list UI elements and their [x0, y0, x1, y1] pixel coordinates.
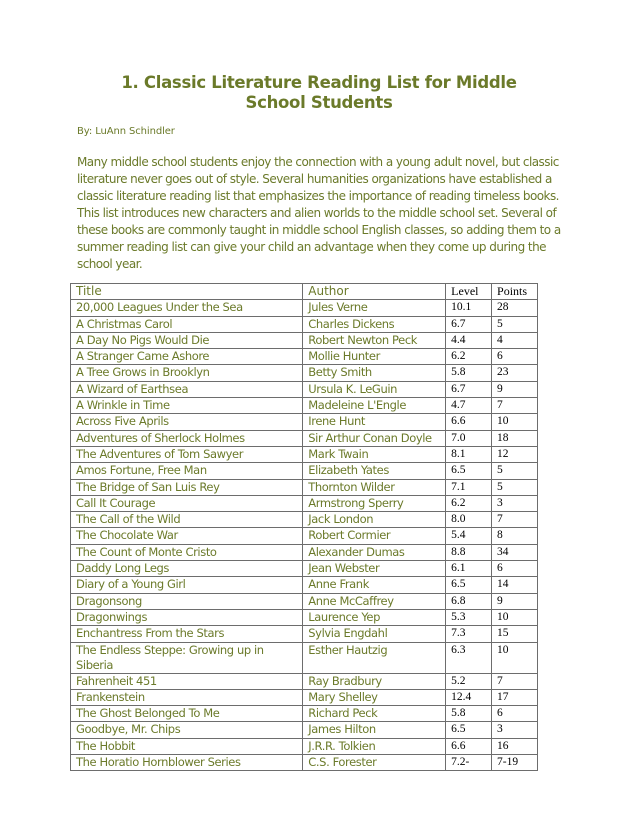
- cell-level: 6.5: [446, 577, 492, 593]
- cell-level: 12.4: [446, 689, 492, 705]
- cell-author: Robert Newton Peck: [303, 332, 446, 348]
- cell-author: Madeleine L'Engle: [303, 398, 446, 414]
- cell-author: Anne McCaffrey: [303, 593, 446, 609]
- cell-points: 10: [492, 609, 538, 625]
- cell-title: A Wrinkle in Time: [71, 398, 303, 414]
- cell-author: Sir Arthur Conan Doyle: [303, 430, 446, 446]
- table-row: [71, 577, 538, 593]
- cell-level: 5.8: [446, 365, 492, 381]
- cell-title: Dragonsong: [71, 593, 303, 609]
- cell-level: 6.5: [446, 722, 492, 738]
- cell-level: 5.4: [446, 528, 492, 544]
- cell-author: Richard Peck: [303, 706, 446, 722]
- cell-author: Irene Hunt: [303, 414, 446, 430]
- header-points: Points: [492, 284, 538, 300]
- table-header-row: [71, 284, 538, 300]
- document-title: 1. Classic Literature Reading List for Middle School Students: [121, 73, 517, 112]
- table-row: [71, 673, 538, 689]
- cell-level: 6.3: [446, 642, 492, 673]
- cell-author: Alexander Dumas: [303, 544, 446, 560]
- cell-points: 7: [492, 512, 538, 528]
- cell-level: 8.1: [446, 446, 492, 462]
- cell-title: The Ghost Belonged To Me: [71, 706, 303, 722]
- cell-level: 7.2-: [446, 755, 492, 771]
- cell-title: The Adventures of Tom Sawyer: [71, 446, 303, 462]
- cell-points: 8: [492, 528, 538, 544]
- cell-author: Elizabeth Yates: [303, 463, 446, 479]
- cell-title: A Tree Grows in Brooklyn: [71, 365, 303, 381]
- cell-title: Goodbye, Mr. Chips: [71, 722, 303, 738]
- cell-points: 6: [492, 706, 538, 722]
- cell-author: James Hilton: [303, 722, 446, 738]
- cell-points: 3: [492, 495, 538, 511]
- cell-level: 6.5: [446, 463, 492, 479]
- cell-points: 6: [492, 561, 538, 577]
- cell-title: The Count of Monte Cristo: [71, 544, 303, 560]
- reading-list-table: [70, 283, 538, 771]
- cell-level: 6.7: [446, 381, 492, 397]
- cell-title: The Chocolate War: [71, 528, 303, 544]
- table-row: [71, 609, 538, 625]
- cell-level: 8.0: [446, 512, 492, 528]
- cell-title: Adventures of Sherlock Holmes: [71, 430, 303, 446]
- cell-points: 9: [492, 381, 538, 397]
- cell-author: Armstrong Sperry: [303, 495, 446, 511]
- cell-level: 7.3: [446, 626, 492, 642]
- cell-title: The Call of the Wild: [71, 512, 303, 528]
- cell-author: Esther Hautzig: [303, 642, 446, 673]
- cell-points: 15: [492, 626, 538, 642]
- cell-level: 10.1: [446, 300, 492, 316]
- cell-level: 6.6: [446, 738, 492, 754]
- cell-points: 5: [492, 463, 538, 479]
- cell-title: A Day No Pigs Would Die: [71, 332, 303, 348]
- cell-level: 8.8: [446, 544, 492, 560]
- table-row: [71, 512, 538, 528]
- table-row: [71, 528, 538, 544]
- cell-points: 12: [492, 446, 538, 462]
- cell-author: J.R.R. Tolkien: [303, 738, 446, 754]
- table-row: [71, 398, 538, 414]
- cell-title: A Wizard of Earthsea: [71, 381, 303, 397]
- cell-author: Thornton Wilder: [303, 479, 446, 495]
- cell-points: 5: [492, 316, 538, 332]
- table-row: [71, 300, 538, 316]
- cell-points: 7-19: [492, 755, 538, 771]
- cell-title: The Horatio Hornblower Series: [71, 755, 303, 771]
- cell-points: 5: [492, 479, 538, 495]
- table-row: [71, 626, 538, 642]
- cell-level: 6.7: [446, 316, 492, 332]
- cell-points: 18: [492, 430, 538, 446]
- table-row: [71, 316, 538, 332]
- cell-title: A Christmas Carol: [71, 316, 303, 332]
- cell-points: 9: [492, 593, 538, 609]
- table-row: [71, 365, 538, 381]
- cell-points: 3: [492, 722, 538, 738]
- table-row: [71, 332, 538, 348]
- cell-title: The Endless Steppe: Growing up in Siberia: [71, 642, 303, 673]
- cell-points: 14: [492, 577, 538, 593]
- cell-title: Frankenstein: [71, 689, 303, 705]
- cell-title: Daddy Long Legs: [71, 561, 303, 577]
- cell-level: 5.3: [446, 609, 492, 625]
- cell-level: 5.2: [446, 673, 492, 689]
- table-row: [71, 593, 538, 609]
- cell-level: 6.8: [446, 593, 492, 609]
- cell-title: Across Five Aprils: [71, 414, 303, 430]
- cell-points: 6: [492, 349, 538, 365]
- byline: By: LuAnn Schindler: [77, 126, 175, 137]
- cell-author: Laurence Yep: [303, 609, 446, 625]
- cell-author: Mary Shelley: [303, 689, 446, 705]
- cell-title: Diary of a Young Girl: [71, 577, 303, 593]
- cell-author: Mark Twain: [303, 446, 446, 462]
- cell-title: Dragonwings: [71, 609, 303, 625]
- cell-points: 4: [492, 332, 538, 348]
- table-row: [71, 495, 538, 511]
- intro-paragraph: Many middle school students enjoy the connection with a young adult novel, but classic literature never goes out of style. Several humanities organizations have established a classic literature reading list that emphasizes the importance of reading timeless books. This list introduces new characters and alien worlds to the middle school set. Several of these books are commonly taught in middle school English classes, so adding them to a summer reading list can give your child an advantage when they come up during the school year.: [77, 155, 561, 271]
- cell-points: 7: [492, 673, 538, 689]
- header-title: Title: [71, 284, 303, 300]
- table-row: [71, 561, 538, 577]
- cell-title: Call It Courage: [71, 495, 303, 511]
- table-row: [71, 414, 538, 430]
- table-row: [71, 642, 538, 673]
- table-row: [71, 722, 538, 738]
- cell-level: 6.1: [446, 561, 492, 577]
- header-author: Author: [303, 284, 446, 300]
- cell-level: 6.2: [446, 349, 492, 365]
- cell-points: 10: [492, 642, 538, 673]
- table-row: [71, 544, 538, 560]
- cell-author: Betty Smith: [303, 365, 446, 381]
- cell-author: Charles Dickens: [303, 316, 446, 332]
- cell-level: 7.1: [446, 479, 492, 495]
- cell-title: 20,000 Leagues Under the Sea: [71, 300, 303, 316]
- cell-author: Ursula K. LeGuin: [303, 381, 446, 397]
- cell-points: 34: [492, 544, 538, 560]
- cell-level: 4.4: [446, 332, 492, 348]
- cell-title: Enchantress From the Stars: [71, 626, 303, 642]
- table-row: [71, 689, 538, 705]
- cell-title: The Bridge of San Luis Rey: [71, 479, 303, 495]
- cell-author: Ray Bradbury: [303, 673, 446, 689]
- table-row: [71, 755, 538, 771]
- cell-title: A Stranger Came Ashore: [71, 349, 303, 365]
- cell-level: 4.7: [446, 398, 492, 414]
- table-row: [71, 349, 538, 365]
- cell-points: 23: [492, 365, 538, 381]
- cell-author: Robert Cormier: [303, 528, 446, 544]
- table-row: [71, 463, 538, 479]
- cell-title: Amos Fortune, Free Man: [71, 463, 303, 479]
- table-row: [71, 430, 538, 446]
- cell-level: 6.6: [446, 414, 492, 430]
- table-row: [71, 381, 538, 397]
- cell-title: The Hobbit: [71, 738, 303, 754]
- cell-level: 6.2: [446, 495, 492, 511]
- cell-author: Jean Webster: [303, 561, 446, 577]
- cell-author: Sylvia Engdahl: [303, 626, 446, 642]
- cell-level: 7.0: [446, 430, 492, 446]
- cell-author: Anne Frank: [303, 577, 446, 593]
- table-row: [71, 706, 538, 722]
- cell-author: Jules Verne: [303, 300, 446, 316]
- table-row: [71, 479, 538, 495]
- table-row: [71, 738, 538, 754]
- cell-points: 28: [492, 300, 538, 316]
- cell-title: Fahrenheit 451: [71, 673, 303, 689]
- cell-points: 10: [492, 414, 538, 430]
- cell-author: Mollie Hunter: [303, 349, 446, 365]
- cell-author: C.S. Forester: [303, 755, 446, 771]
- table-row: [71, 446, 538, 462]
- cell-points: 7: [492, 398, 538, 414]
- cell-level: 5.8: [446, 706, 492, 722]
- cell-author: Jack London: [303, 512, 446, 528]
- cell-points: 16: [492, 738, 538, 754]
- header-level: Level: [446, 284, 492, 300]
- cell-points: 17: [492, 689, 538, 705]
